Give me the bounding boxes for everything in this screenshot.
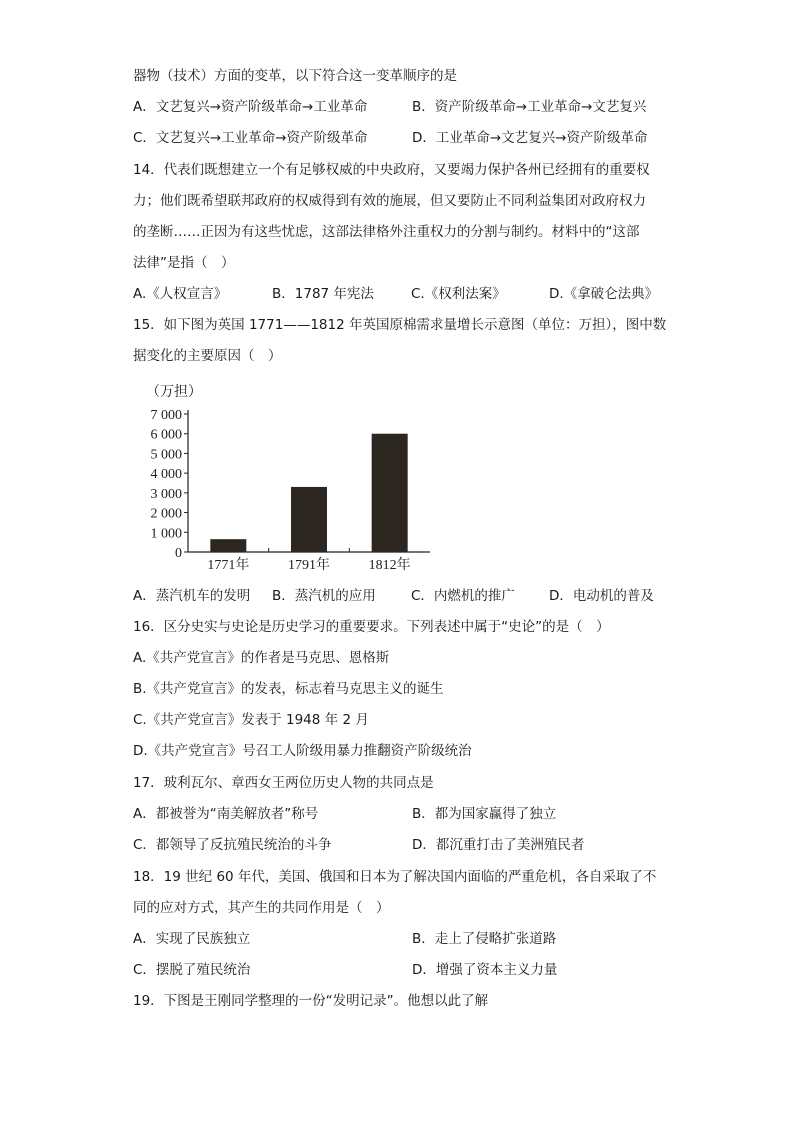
q18-option-c: C．摆脱了殖民统治 [133,962,251,978]
q14-option-d: D.《拿破仑法典》 [549,286,659,302]
q13-option-b: B．资产阶级革命→工业革命→文艺复兴 [412,99,647,115]
q19-stem: 19．下图是王刚同学整理的一份“发明记录”。他想以此了解 [133,993,489,1009]
q13-option-d: D．工业革命→文艺复兴→资产阶级革命 [412,130,648,146]
chart-svg [140,380,440,580]
q17-option-b: B．都为国家赢得了独立 [412,806,557,822]
q14-line-1: 14．代表们既想建立一个有足够权威的中央政府，又要竭力保护各州已经拥有的重要权 [133,162,650,178]
q15-option-a: A．蒸汽机车的发明 [133,588,251,604]
q18-line-2: 同的应对方式，其产生的共同作用是（ ） [133,900,390,916]
q14-line-2: 力；他们既希望联邦政府的权威得到有效的施展，但又要防止不同利益集团对政府权力 [133,193,646,209]
q15-option-d: D．电动机的普及 [549,588,654,604]
chart-unit-label: （万担） [146,385,202,400]
q16-option-a: A.《共产党宣言》的作者是马克思、恩格斯 [133,650,390,666]
q17-stem: 17．玻利瓦尔、章西女王两位历史人物的共同点是 [133,775,434,791]
chart-bar [372,434,408,552]
q13-stem-tail: 器物（技术）方面的变革，以下符合这一变革顺序的是 [133,68,457,84]
q18-line-1: 18．19 世纪 60 年代，美国、俄国和日本为了解决国内面临的严重危机，各自采取了不 [133,869,657,885]
q17-option-c: C．都领导了反抗殖民统治的斗争 [133,837,332,853]
q18-option-a: A．实现了民族独立 [133,931,251,947]
q16-option-c: C.《共产党宣言》发表于 1948 年 2 月 [133,712,369,728]
q18-option-d: D．增强了资本主义力量 [412,962,558,978]
q15-line-1: 15．如下图为英国 1771——1812 年英国原棉需求量增长示意图（单位：万担），图中数 [133,317,667,333]
q14-line-3: 的垄断……正因为有这些忧虑，这部法律格外注重权力的分割与制约。材料中的“这部 [133,224,640,240]
q14-option-a: A.《人权宣言》 [133,286,228,302]
q14-option-b: B．1787 年宪法 [272,286,374,302]
q13-option-a: A．文艺复兴→资产阶级革命→工业革命 [133,99,368,115]
q13-option-c: C．文艺复兴→工业革命→资产阶级革命 [133,130,368,146]
q17-option-a: A．都被誉为“南美解放者”称号 [133,806,319,822]
q16-option-d: D.《共产党宣言》号召工人阶级用暴力推翻资产阶级统治 [133,743,472,759]
chart-y-tick-label: 1 000 [150,526,182,542]
chart-x-tick-label: 1812年 [368,558,411,573]
chart-y-tick-label: 3 000 [150,486,182,502]
chart-bar [210,539,246,552]
q18-option-b: B．走上了侵略扩张道路 [412,931,557,947]
chart-x-tick-label: 1791年 [288,558,330,573]
chart-x-tick-label: 1771年 [207,558,250,573]
chart-y-tick-label: 6 000 [150,427,182,443]
chart-y-tick-label: 2 000 [150,506,182,522]
q15-option-b: B．蒸汽机的应用 [272,588,376,604]
chart-y-tick-label: 7 000 [150,408,182,423]
q16-stem: 16．区分史实与史论是历史学习的重要要求。下列表述中属于“史论”的是（ ） [133,619,610,635]
cotton-demand-chart [140,380,440,580]
q14-line-4: 法律”是指（ ） [133,255,235,271]
q17-option-d: D．都沉重打击了美洲殖民者 [412,837,585,853]
q15-line-2: 据变化的主要原因（ ） [133,348,282,364]
q15-option-c: C．内燃机的推广 [411,588,515,604]
q14-option-c: C.《权利法案》 [411,286,506,302]
chart-y-tick-label: 0 [175,546,182,561]
chart-y-tick-label: 5 000 [150,447,182,463]
chart-bar [291,487,327,552]
chart-y-tick-label: 4 000 [150,467,182,483]
q16-option-b: B.《共产党宣言》的发表，标志着马克思主义的诞生 [133,681,444,697]
